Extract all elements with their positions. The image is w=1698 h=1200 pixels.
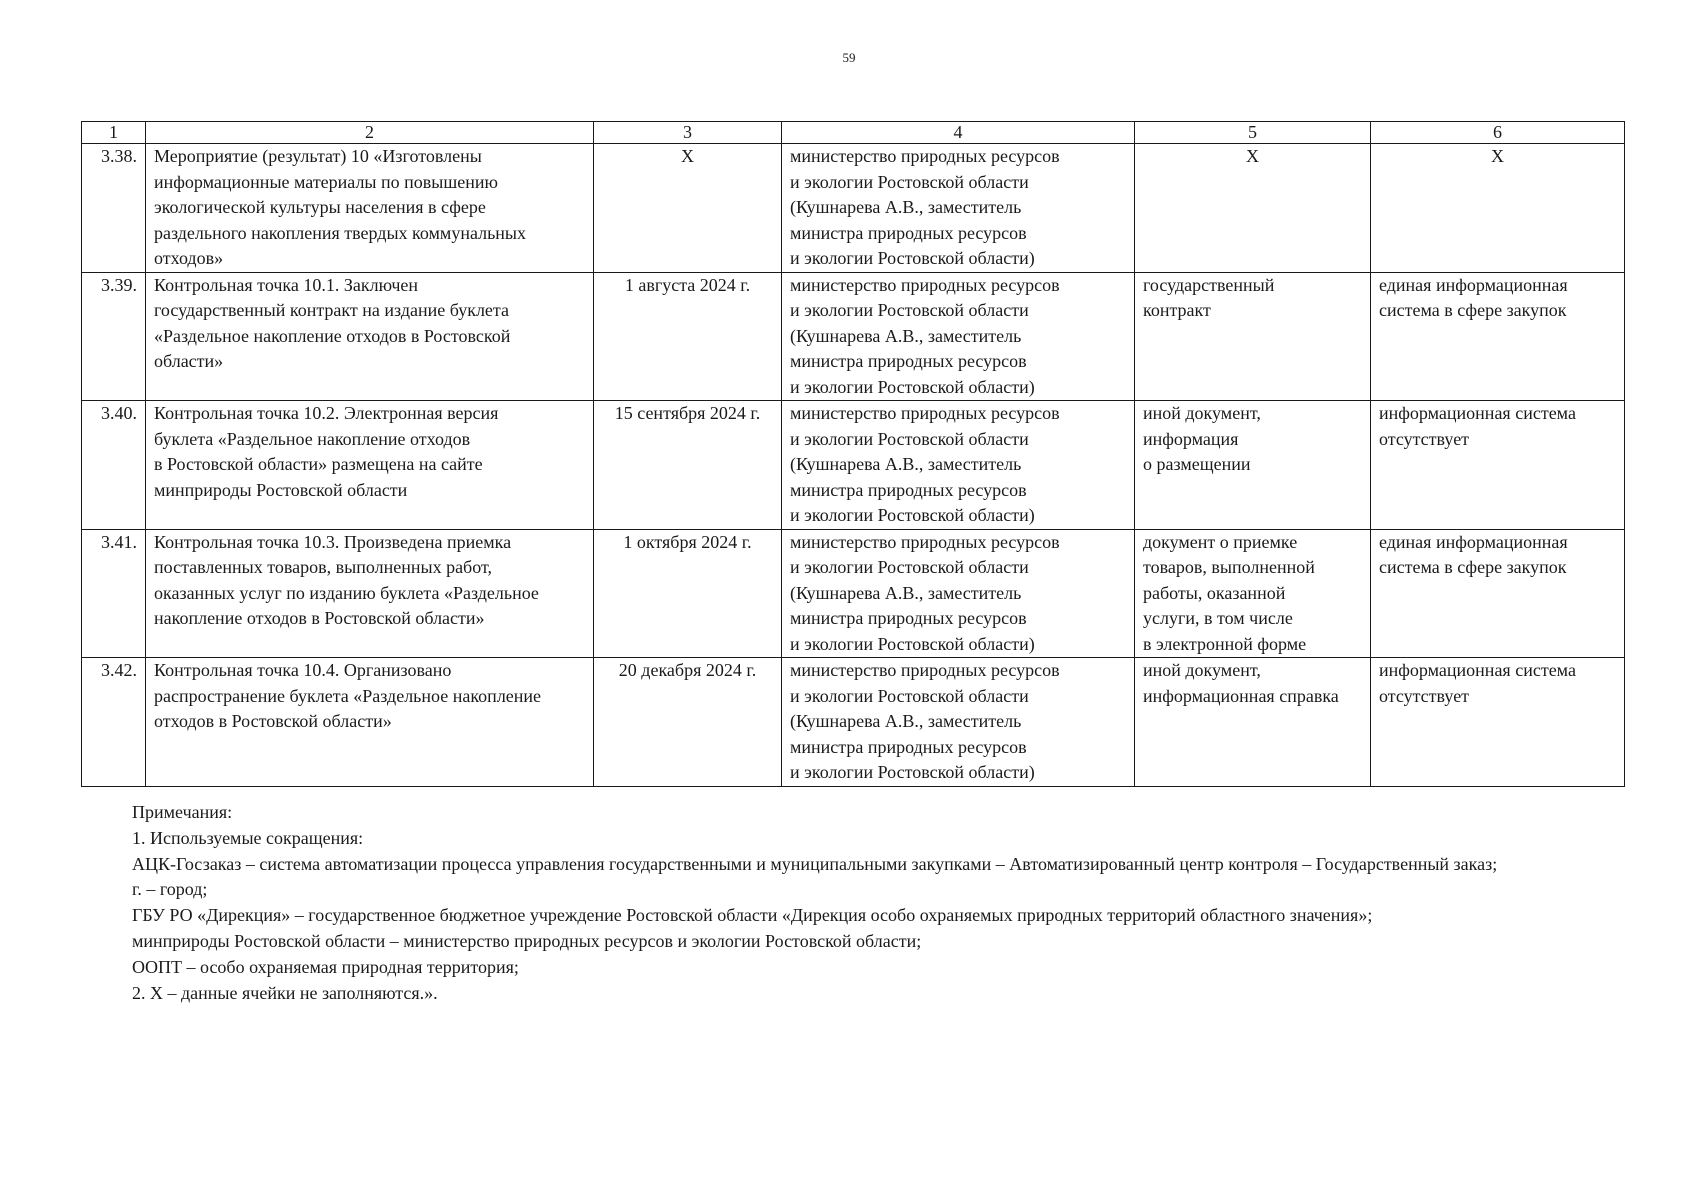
information-system-cell (1371, 272, 1625, 401)
event-name-cell (146, 272, 594, 401)
event-name-cell (146, 401, 594, 530)
name-line: Контрольная точка 10.2. Электронная версия (154, 403, 499, 423)
responsible-line: и экологии Ростовской области) (790, 376, 1035, 397)
information-system-cell (1371, 529, 1625, 658)
responsible-line: и экологии Ростовской области (790, 171, 1029, 192)
information-system-cell (1371, 658, 1625, 787)
row-number: 3.38. (82, 144, 146, 273)
column-number-5: 5 (1135, 122, 1371, 144)
responsible-line: министра природных ресурсов (790, 351, 1027, 371)
name-line: информационные материалы по повышению (154, 171, 498, 192)
responsible-line: (Кушнарева А.В., заместитель (790, 711, 1022, 731)
responsible-line: министра природных ресурсов (790, 736, 1027, 757)
responsible-cell (782, 272, 1135, 401)
system-line: единая информационная (1379, 274, 1568, 295)
responsible-line: и экологии Ростовской области) (790, 248, 1035, 268)
name-line: в Ростовской области» размещена на сайте (154, 454, 483, 474)
system-line: единая информационная (1379, 531, 1568, 552)
responsible-line: (Кушнарева А.В., заместитель (790, 325, 1022, 346)
responsible-cell (782, 529, 1135, 658)
deadline-cell: X (594, 144, 782, 273)
name-line: буклета «Раздельное накопление отходов (154, 428, 471, 449)
page-number: 59 (842, 50, 856, 65)
document-line: иной документ, (1143, 660, 1261, 680)
deadline-cell: 1 октября 2024 г. (594, 529, 782, 658)
row-number: 3.39. (82, 272, 146, 401)
system-line: X (1491, 146, 1504, 166)
column-number-6: 6 (1371, 122, 1625, 144)
document-line: услуги, в том числе (1143, 608, 1293, 628)
name-line: накопление отходов в Ростовской области» (154, 608, 485, 628)
responsible-cell (782, 401, 1135, 530)
responsible-line: и экологии Ростовской области (790, 300, 1029, 320)
deadline-cell: 20 декабря 2024 г. (594, 658, 782, 787)
system-line: информационная система (1379, 660, 1576, 680)
document-line: государственный (1143, 274, 1275, 295)
information-system-cell (1371, 401, 1625, 530)
notes-heading: Примечания: (132, 802, 233, 822)
responsible-line: (Кушнарева А.В., заместитель (790, 197, 1022, 217)
document-line: иной документ, (1143, 403, 1261, 423)
system-line: система в сфере закупок (1379, 300, 1567, 320)
system-line: отсутствует (1379, 428, 1470, 449)
event-name-cell (146, 529, 594, 658)
document-line: информационная справка (1143, 685, 1339, 706)
responsible-line: (Кушнарева А.В., заместитель (790, 582, 1022, 603)
document-line: контракт (1143, 300, 1211, 320)
responsible-cell (782, 144, 1135, 273)
responsible-line: и экологии Ростовской области (790, 428, 1029, 449)
column-number-3: 3 (594, 122, 782, 144)
responsible-line: и экологии Ростовской области (790, 685, 1029, 706)
table-row (82, 658, 1625, 787)
responsible-line: министра природных ресурсов (790, 222, 1027, 243)
document-type-cell (1135, 529, 1371, 658)
name-line: минприроды Ростовской области (154, 479, 408, 500)
acronym-gbu-ro-direktsiya: ГБУ РО «Дирекция» – государственное бюджетное учреждение Ростовской области «Дирекция особо охраняемых природных территорий областного значения»; (132, 905, 1373, 926)
name-line: раздельного накопления твердых коммунальных (154, 222, 527, 243)
column-number-1: 1 (82, 122, 146, 144)
name-line: распространение буклета «Раздельное накопление (154, 685, 542, 706)
name-line: оказанных услуг по изданию буклета «Раздельное (154, 582, 539, 603)
document-line: в электронной форме (1143, 633, 1307, 654)
column-number-2: 2 (146, 122, 594, 144)
name-line: государственный контракт на издание буклета (154, 300, 509, 320)
table-header-row (82, 122, 1625, 144)
responsible-cell (782, 658, 1135, 787)
deadline-cell: 1 августа 2024 г. (594, 272, 782, 401)
name-line: отходов» (154, 248, 224, 268)
system-line: система в сфере закупок (1379, 557, 1567, 577)
name-line: поставленных товаров, выполненных работ, (154, 557, 492, 577)
name-line: Контрольная точка 10.4. Организовано (154, 660, 452, 680)
document-line: о размещении (1143, 454, 1251, 474)
notes-section (81, 800, 1624, 1006)
system-line: отсутствует (1379, 685, 1470, 706)
acronym-atsk-goszakaz: АЦК-Госзаказ – система автоматизации процесса управления государственными и муниципальными закупками – Автоматизированный центр контроля – Государственный заказ; (132, 853, 1498, 874)
responsible-line: и экологии Ростовской области) (790, 633, 1035, 654)
row-number: 3.40. (82, 401, 146, 530)
name-line: «Раздельное накопление отходов в Ростовской (154, 325, 511, 346)
acronym-minprirody: минприроды Ростовской области – министерство природных ресурсов и экологии Ростовской области; (132, 930, 922, 951)
deadline-cell: 15 сентября 2024 г. (594, 401, 782, 530)
document-type-cell (1135, 401, 1371, 530)
responsible-line: министерство природных ресурсов (790, 531, 1060, 552)
responsible-line: министерство природных ресурсов (790, 660, 1060, 680)
responsible-line: и экологии Ростовской области (790, 557, 1029, 577)
table-row (82, 401, 1625, 530)
responsible-line: министра природных ресурсов (790, 479, 1027, 500)
document-line: документ о приемке (1143, 531, 1298, 552)
responsible-line: министра природных ресурсов (790, 608, 1027, 628)
information-system-cell (1371, 144, 1625, 273)
responsible-line: министерство природных ресурсов (790, 403, 1060, 423)
system-line: информационная система (1379, 403, 1576, 423)
name-line: Мероприятие (результат) 10 «Изготовлены (154, 146, 482, 166)
acronym-oopt: ООПТ – особо охраняемая природная территория; (132, 956, 519, 977)
document-type-cell (1135, 658, 1371, 787)
document-type-cell (1135, 272, 1371, 401)
document-line: товаров, выполненной (1143, 557, 1315, 577)
responsible-line: министерство природных ресурсов (790, 146, 1060, 166)
responsible-line: министерство природных ресурсов (790, 274, 1060, 295)
event-name-cell (146, 144, 594, 273)
table-row (82, 272, 1625, 401)
responsible-line: и экологии Ростовской области) (790, 762, 1035, 782)
document-line: X (1246, 146, 1259, 166)
name-line: отходов в Ростовской области» (154, 711, 392, 731)
name-line: области» (154, 351, 224, 371)
acronym-g: г. – город; (132, 879, 208, 900)
notes-item-1: 1. Используемые сокращения: (132, 827, 364, 848)
event-name-cell (146, 658, 594, 787)
name-line: Контрольная точка 10.1. Заключен (154, 274, 419, 295)
table-row (82, 144, 1625, 273)
document-type-cell (1135, 144, 1371, 273)
row-number: 3.41. (82, 529, 146, 658)
document-line: информация (1143, 428, 1239, 449)
name-line: Контрольная точка 10.3. Произведена приемка (154, 531, 512, 552)
column-number-4: 4 (782, 122, 1135, 144)
responsible-line: (Кушнарева А.В., заместитель (790, 454, 1022, 474)
plan-table (81, 121, 1625, 787)
document-line: работы, оказанной (1143, 582, 1286, 603)
responsible-line: и экологии Ростовской области) (790, 505, 1035, 525)
name-line: экологической культуры населения в сфере (154, 197, 486, 217)
row-number: 3.42. (82, 658, 146, 787)
table-row (82, 529, 1625, 658)
notes-item-2: 2. X – данные ячейки не заполняются.». (132, 982, 438, 1003)
